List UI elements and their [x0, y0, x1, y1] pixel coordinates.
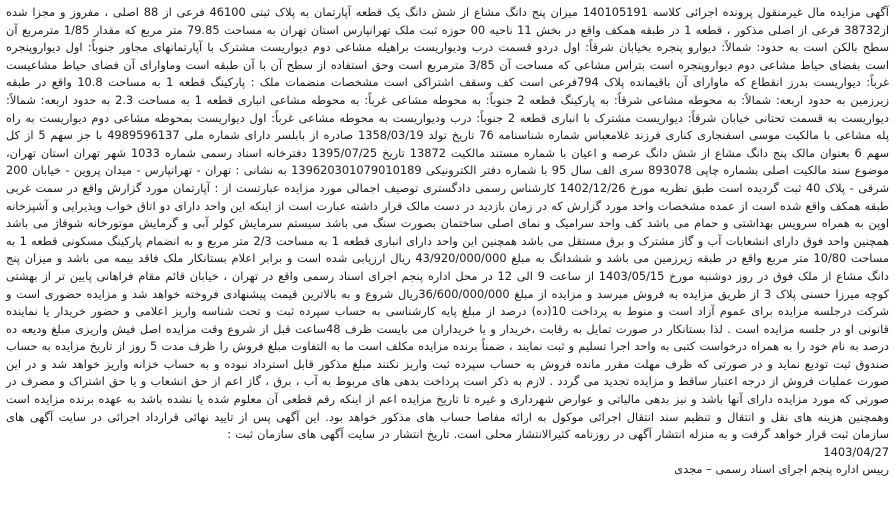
notice-body: آگهی مزایده مال غیرمنقول پرونده اجرائی کلاسه 140105191 میزان پنج دانگ مشاع از شش دانگ یک قطعه آپارتمان به پلاک ثبتی 46100 فرعی از 88 اصلی ، مفروز و مجزا شده از38732 فرعی از اصلی مذکور ، قطعه 1 در طبقه همکف واقع در بخش 11 ناحیه 00 حوزه ثبت ملک تهرانپارس استان تهران به مساحت 79.85 متر مربع که مقدار 1/85 مترمربع آن سطح بالکن است به حدود: شمالاً: دیوارو پنجره بخیابان شرقاً: اول دردو قسمت درب ودیواریست براهیله مشاعی دوم دیواریست مشترک با آپارتمانهای مجاور جنوباً: اول دیواروپنجره است بفضای حیاط مشاعی دوم دیواروپنجره است بتراس مشاعی که مساحت آن 3/85 مترمربع است وحق استفاده از سطح آن با آن طبقه است وماوارای آن فضای حیاط مشاعیست غرباً: دیواریست بدرز انقطاع که ماوارای آن باقیمانده پلاک 794فرعی است کف وسقف اشتراکی است مشخصات منضمات ملک : پارکینگ قطعه 1 به مساحت 10.8 واقع در طبقه زیرزمین به حدود اربعه: شمالاً: به محوطه مشاعی شرقاً: به پارکینگ قطعه 2 جنوباً: به محوطه مشاعی غرباً: به محوطه مشاعی انباری قطعه 1 به مساحت 2.3 به حدود اربعه: شمالاً: دیواریست به قسمت تحتانی خیابان شرقاً: دیواریست مشترک با انباری قطعه 2 جنوباً: درب ودیواریست به محوطه مشاعی غرباً: اول دیواریست بمحوطه مشاعی دوم دیواریست به راه پله مشاعی با مالکیت موسی اسفنجاری کناری فرزند غلامعباس شماره شناسنامه 76 تاریخ تولد 1358/03/19 صادره از بابلسر دارای شماره ملی 4989596137 با جز سهم 5 از کل سهم 6 بعنوان مالک پنج دانگ مشاع از شش دانگ عرصه و اعیان با شماره مستند مالکیت 13872 تاریخ 1395/07/25 دفترخانه اسناد رسمی شماره 1033 شهر تهران استان تهران، موضوع سند مالکیت اصلی بشماره چاپی 893078 سری الف سال 95 با شماره دفتر الکترونیکی 139620301079010189 به نشانی : تهران - تهرانپارس - میدان پروین - خیابان 200 شرقی - پلاک 40 ثبت گردیده است طبق نظریه مورخ 1402/12/26 کارشناس رسمی دادگستری توصیف اجمالی مورد مزایده عبارتست از : آپارتمان مورد گزارش واقع در سمت غربی طبقه همکف واقع شده است از عمده مشخصات واحد مورد گزارش که در زمان بازدید در دست مالک قرار داشته عبارت است از اینکه این واحد دارای دو اتاق خواب وپذیرایی و آشپزخانه اوپن به همراه سرویس بهداشتی و حمام می باشد کف واحد سرامیک و نمای اصلی ساختمان بصورت سنگ می باشد سیستم سرمایش کولر آبی و گرمایش موتورخانه شوفاژ می باشد همچنین واحد فوق دارای انشعابات آب و گاز مشترک و برق مستقل می باشد همچنین این واحد دارای انباری قطعه 1 به مساحت 2/3 متر مربع و به انضمام پارکینگ مسکونی قطعه 1 به مساحت 10/80 متر مربع واقع در طبقه زیرزمین می باشد و ششدانگ به مبلغ 43/920/000/000 ریال ارزیابی شده است و برابر اعلام بستانکار ملک فاقد بیمه می باشد و میزان پنج دانگ مشاع از ملک فوق در روز دوشنبه مورخ 1403/05/15 از ساعت 9 الی 12 در محل اداره پنجم اجرای اسناد رسمی واقع در تهران ، خیابان قائم مقام فراهانی پایین تر از بهشتی کوچه میرزا حسنی پلاک 3 از طریق مزایده به فروش میرسد و مزایده از مبلغ 36/600/000/000ریال شروع و به بالاترین قیمت پیشنهادی فروخته خواهد شد و مزایده حضوری است و شرکت درجلسه مزایده برای عموم آزاد است و منوط به پرداخت 10(ده) درصد از مبلغ پایه کارشناسی به حساب سپرده ثبت و تحت شناسه واریز اعلامی و حضور خریدار یا نماینده قانونی او در جلسه مزایده است . لذا بستانکار در صورت تمایل به رقابت ،خریدار و یا خریداران می بایست ظرف 48ساعت قبل از شروع وقت مزایده اصل فیش واریزی مبلغ ودیعه ده درصد به نام خود را به همراه درخواست کتبی به واحد اجرا تسلیم و ثبت نمایند ، ضمناً برنده مزایده مکلف است ما به التفاوت مبلغ فروش را ظرف مدت 5 روز از تاریخ مزایده به حساب صندوق ثبت تودیع نماید و در صورتی که ظرف مهلت مقرر مانده فروش به حساب سپرده ثبت واریز نکنند مبلغ مذکور قابل استرداد نبوده و به حساب خزانه واریز خواهد شد و در این صورت عملیات فروش از درجه اعتبار ساقط و مزایده تجدید می گردد . لازم به ذکر است پرداخت بدهی های مربوط به آب ، برق ، گاز اعم از حق انشعاب و یا حق اشتراک و مصرف در صورتی که مورد مزایده دارای آنها باشد و نیز بدهی مالیاتی و عوارض شهرداری و غیره تا تاریخ مزایده اعم از اینکه رقم قطعی آن معلوم شده یا نشده باشد به عهده برنده مزایده است وهمچنین هزینه های نقل و انتقال و تنظیم سند انتقال اجرائی موکول به ارائه مفاصا حساب های مذکور خواهد بود. این آگهی پس از تایید نهائی قرارداد اجرائی در سایت آگهی های سازمان ثبت قرار خواهد گرفت و به منزله انتشار آگهی در روزنامه کثیرالانتشار محلی است. تاریخ انتشار در سایت آگهی های سازمان ثبت :: [6, 5, 890, 442]
notice-footer: [6, 444, 889, 479]
publish-date: 1403/04/27: [823, 444, 889, 459]
signature-line: رییس اداره پنجم اجرای اسناد رسمی – مجدی: [674, 462, 889, 477]
